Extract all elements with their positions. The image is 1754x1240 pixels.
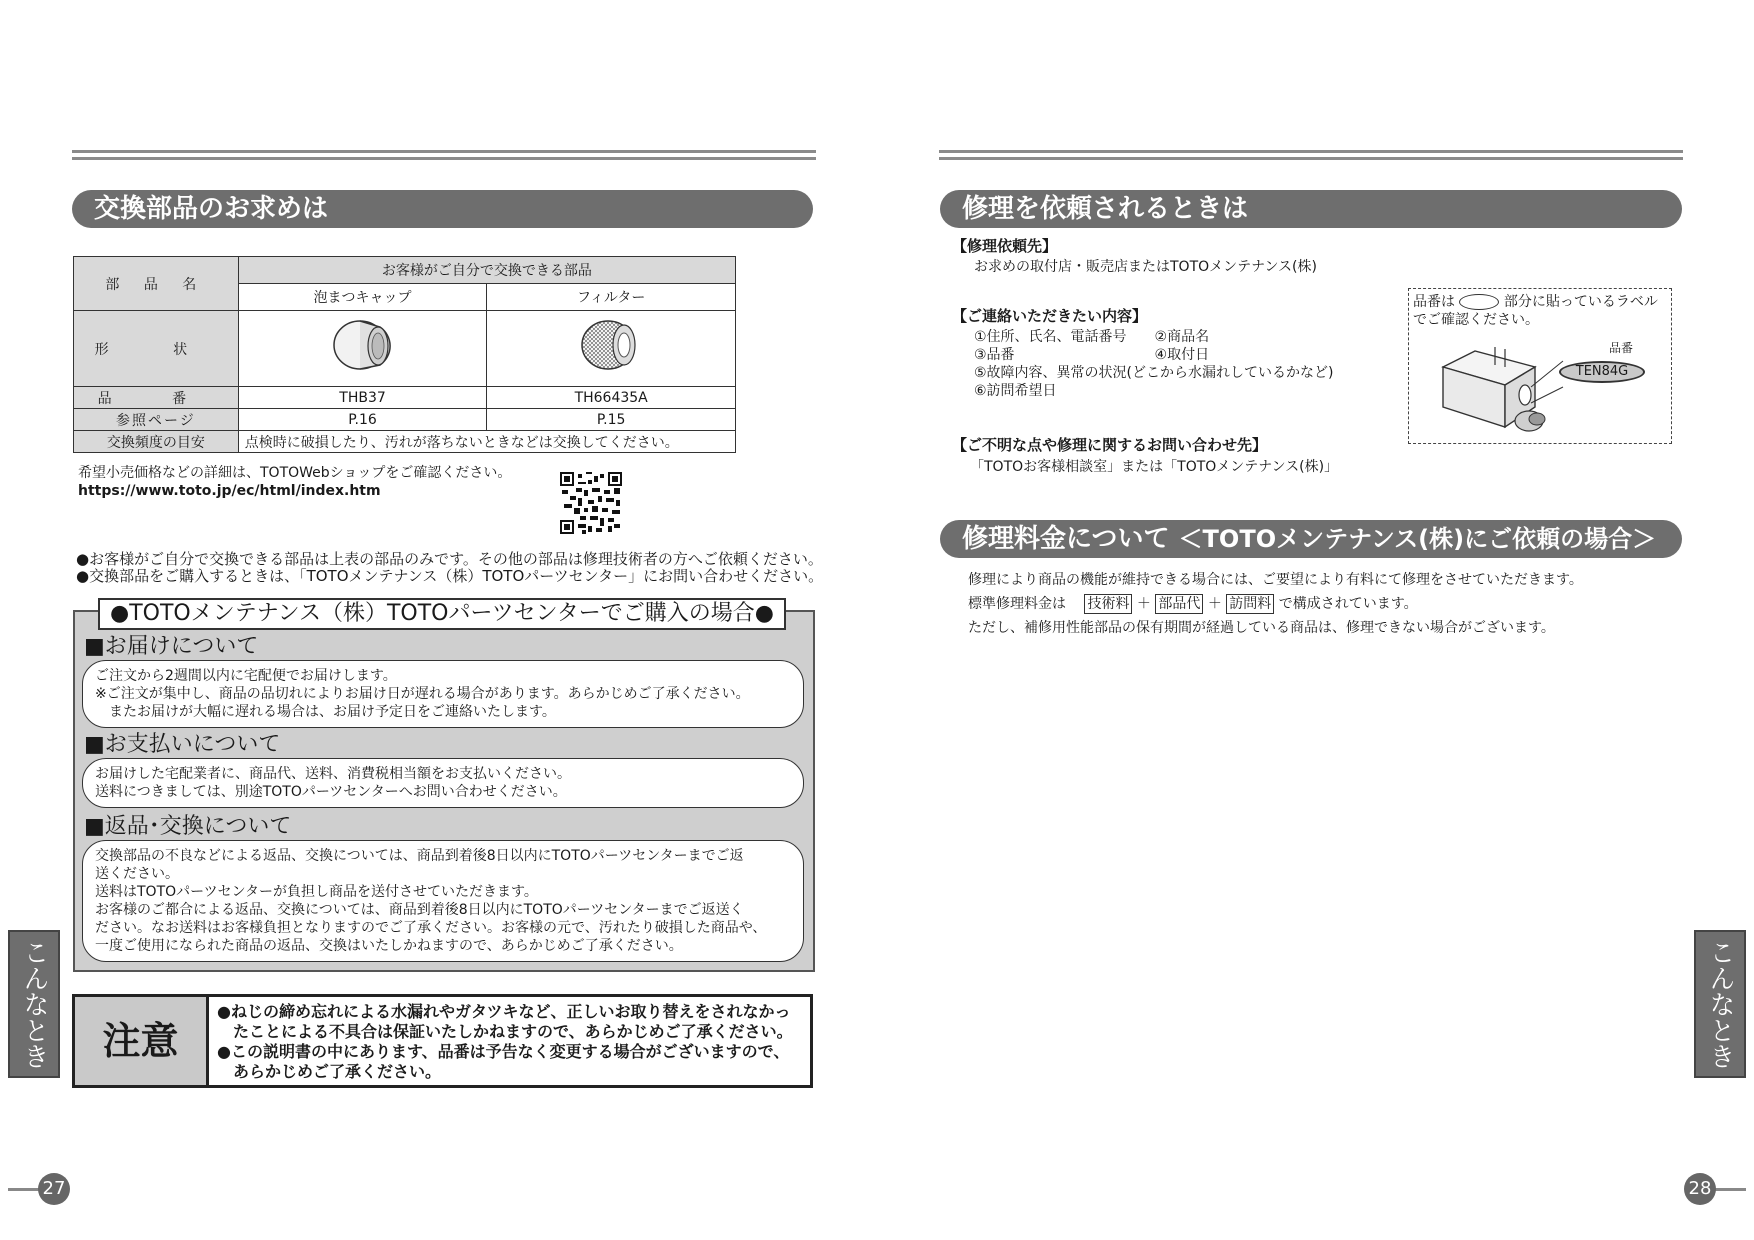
caution-line-4: あらかじめご了承ください。 [217,1062,442,1081]
repair-request-heading: 【修理依頼先】 [952,237,1058,255]
page-line-left [8,1188,42,1191]
reference-page-cap: P.16 [238,409,487,431]
delivery-box [82,660,804,728]
shape-filter-cell [487,311,736,387]
caution-line-1: ●ねじの締め忘れによる水漏れやガタツキなど、正しいお取り替えをされなかっ [217,1002,791,1021]
parts-name-header: 部 品 名 [74,257,239,311]
fee-line-1: 修理により商品の機能が維持できる場合には、ご要望により有料にて修理をさせていただきます。 [968,572,1583,588]
header-rule-right [939,150,1683,160]
payment-box [82,758,804,808]
label-tag: TEN84G [1559,361,1645,383]
returns-line-2: 送ください。 [95,866,179,882]
header-rule-left [72,150,816,160]
parts-table [73,256,736,453]
contact-line-3: ⑤故障内容、異常の状況(どこから水漏れしているかなど) [974,365,1334,381]
returns-line-6: 一度ご使用になられた商品の返品、交換はいたしかねますので、あらかじめご了承ください。 [95,938,683,954]
delivery-line-1: ご注文から2週間以内に宅配便でお届けします。 [95,668,397,684]
repair-request-body: お求めの取付店・販売店またはTOTOメンテナンス(株) [974,259,1317,275]
fee-line-3: ただし、補修用性能部品の保有期間が経過している商品は、修理できない場合がございます。 [968,620,1555,636]
payment-line-1: お届けした宅配業者に、商品代、送料、消費税相当額をお支払いください。 [95,766,571,782]
fee-item-visit: 訪問料 [1226,594,1274,614]
fee-subtitle: ＜TOTOメンテナンス(株)にご依頼の場合＞ [1178,525,1657,553]
caution-line-2: たことによる不具合は保証いたしかねますので、あらかじめご了承ください。 [217,1022,793,1041]
aerator-cap-image [328,315,398,379]
caution-body [217,1002,793,1082]
note-purchase-contact: ●交換部品をご購入するときは、「TOTOメンテナンス（株）TOTOパーツセンター」にお問い合わせください。 [76,567,824,585]
section-title-fee [940,520,1682,558]
caution-label: 注意 [75,997,209,1085]
returns-line-1: 交換部品の不良などによる返品、交換については、商品到着後8日以内にTOTOパーツセンターまでご返 [95,848,744,864]
part-number-label: 品 番 [74,387,239,409]
part-number-cap: THB37 [238,387,487,409]
returns-line-4: お客様のご都合による返品、交換については、商品到着後8日以内にTOTOパーツセンターまでご返送く [95,902,744,918]
note-replaceable-parts: ●お客様がご自分で交換できる部品は上表の部品のみです。その他の部品は修理技術者の方へご依頼ください。 [76,550,823,568]
returns-heading: ■返品･交換について [84,814,292,839]
replacement-frequency-value: 点検時に破損したり、汚れが落ちないときなどは交換してください。 [238,431,735,453]
column-header-cap: 泡まつキャップ [238,284,487,311]
caution-line-3: ●この説明書の中にあります、品番は予告なく変更する場合がございますので、 [217,1042,790,1061]
contact-line-1: ①住所、氏名、電話番号 ②商品名 [974,329,1210,345]
contact-line-2: ③品番 ④取付日 [974,347,1210,363]
delivery-heading: ■お届けについて [84,634,259,659]
filter-image [576,315,646,379]
shape-cap-cell [238,311,487,387]
label-note-line-1: 品番は 部分に貼っているラベル [1413,294,1658,310]
purchase-banner: ●TOTOメンテナンス（株）TOTOパーツセンターでご購入の場合● [98,598,786,630]
inquiry-body: 「TOTOお客様相談室」または「TOTOメンテナンス(株)」 [970,459,1339,475]
shape-label: 形 状 [74,311,239,387]
side-tab-right[interactable]: こんなときは [1694,930,1746,1078]
payment-heading: ■お支払いについて [84,732,281,757]
caution-box [72,994,813,1088]
returns-box [82,840,804,962]
fee-item-technical: 技術料 [1084,594,1132,614]
reference-page-label: 参照ページ [74,409,239,431]
label-location-figure [1408,288,1672,444]
section-title-repair: 修理を依頼されるときは [940,190,1682,228]
returns-line-3: 送料はTOTOパーツセンターが負担し商品を送付させていただきます。 [95,884,538,900]
page-number-left: 27 [38,1173,70,1205]
part-number-filter: TH66435A [487,387,736,409]
reference-page-filter: P.15 [487,409,736,431]
web-shop-url[interactable]: https://www.toto.jp/ec/html/index.htm [78,483,381,499]
delivery-line-2: ※ご注文が集中し、商品の品切れによりお届け日が遅れる場合があります。あらかじめご了承ください。 [95,686,750,702]
fee-item-parts: 部品代 [1155,594,1203,614]
delivery-line-3: またお届けが大幅に遅れる場合は、お届け予定日をご連絡いたします。 [95,704,556,720]
returns-line-5: ださい。なお送料はお客様負担となりますのでご了承ください。お客様の元で、汚れたり破損した商品や、 [95,920,767,936]
label-note-line-2: でご確認ください。 [1413,312,1539,328]
fee-line-2: 標準修理料金は 技術料 ＋ 部品代 ＋ 訪問料 で構成されています。 [968,596,1418,612]
payment-line-2: 送料につきましては、別途TOTOパーツセンターへお問い合わせください。 [95,784,567,800]
parts-group-header: お客様がご自分で交換できる部品 [238,257,735,284]
contact-line-4: ⑥訪問希望日 [974,383,1057,399]
page-number-right: 28 [1684,1173,1716,1205]
column-header-filter: フィルター [487,284,736,311]
inquiry-heading: 【ご不明な点や修理に関するお問い合わせ先】 [952,436,1268,454]
qr-code-icon[interactable] [560,472,622,534]
label-caption: 品番 [1609,341,1634,355]
label-oval-mark [1459,294,1499,310]
web-shop-note: 希望小売価格などの詳細は、TOTOWebショップをご確認ください。 [78,465,512,481]
page-line-right [1712,1188,1746,1191]
contact-info-heading: 【ご連絡いただきたい内容】 [952,307,1148,325]
section-title-parts: 交換部品のお求めは [72,190,813,228]
side-tab-left[interactable]: こんなとき [8,930,60,1078]
replacement-frequency-label: 交換頻度の目安 [74,431,239,453]
fee-title: 修理料金について [962,524,1170,554]
